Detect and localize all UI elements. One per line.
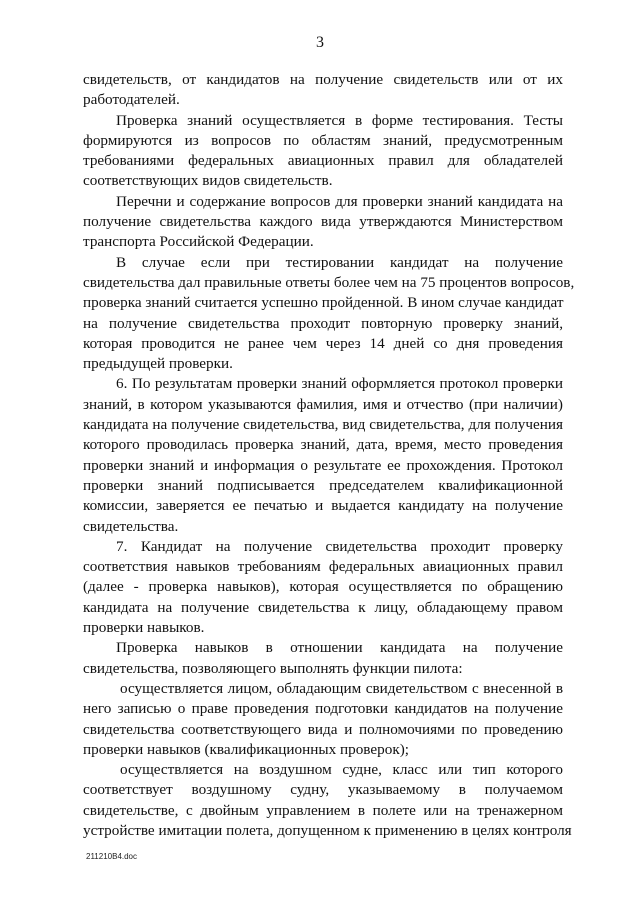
text-line: 7. Кандидат на получение свидетельства проходит проверку — [116, 537, 563, 555]
text-line: свидетельстве, с двойным управлением в полете или на тренажерном — [83, 801, 563, 819]
text-line: которая проводится не ранее чем через 14 дней со дня проведения — [83, 334, 563, 352]
text-line: комиссии, заверяется ее печатью и выдается кандидату на получение — [83, 497, 563, 515]
text-line: В случае если при тестировании кандидат на получение — [116, 253, 563, 271]
text-line: формируются из вопросов по областям знаний, предусмотренным — [83, 131, 563, 149]
text-line: Проверка знаний осуществляется в форме тестирования. Тесты — [116, 111, 563, 129]
document-body — [83, 70, 575, 841]
text-line: работодателей. — [83, 91, 180, 109]
text-line: проверки знаний и информация о результате ее прохождения. Протокол — [83, 456, 563, 474]
text-line: (далее - проверка навыков), которая осуществляется по обращению — [83, 578, 563, 596]
text-line: знаний, в котором указываются фамилия, имя и отчество (при наличии) — [83, 395, 563, 413]
text-line: 6. По результатам проверки знаний оформляется протокол проверки — [116, 375, 563, 393]
text-line: кандидата на получение свидетельства, вид свидетельства, для получения — [83, 416, 563, 434]
document-filename: 211210B4.doc — [86, 852, 138, 861]
text-line: проверки навыков. — [83, 619, 205, 637]
text-line: Проверка навыков в отношении кандидата на получение — [116, 639, 563, 657]
text-line: свидетельства, позволяющего выполнять функции пилота: — [83, 659, 463, 677]
text-line: предыдущей проверки. — [83, 355, 233, 373]
text-line: на получение свидетельства проходит повторную проверку знаний, — [83, 314, 563, 332]
text-line: осуществляется на воздушном судне, класс или тип которого — [120, 761, 563, 779]
text-line: него записью о праве проведения подготовки кандидатов на получение — [83, 700, 563, 718]
text-line: Перечни и содержание вопросов для проверки знаний кандидата на — [116, 192, 563, 210]
text-line: соответствия навыков требованиям федеральных авиационных правил — [83, 558, 563, 576]
text-line: проверки навыков (квалификационных проверок); — [83, 740, 409, 758]
text-line: соответствующих видов свидетельств. — [83, 172, 333, 190]
text-line: транспорта Российской Федерации. — [83, 233, 314, 251]
text-line: осуществляется лицом, обладающим свидетельством с внесенной в — [120, 679, 563, 697]
text-line: устройстве имитации полета, допущенном к применению в целях контроля — [83, 821, 572, 839]
text-line: свидетельства. — [83, 517, 179, 535]
text-line: свидетельств, от кандидатов на получение свидетельств или от их — [83, 71, 563, 88]
text-line: которого проводилась проверка знаний, дата, время, место проведения — [83, 436, 563, 454]
text-line: требованиями федеральных авиационных правил для обладателей — [83, 152, 563, 170]
text-line: свидетельства дал правильные ответы более чем на 75 процентов вопросов, — [83, 273, 575, 291]
text-line: кандидата на получение свидетельства к лицу, обладающему правом — [83, 598, 563, 616]
text-line: проверки знаний подписывается председателем квалификационной — [83, 476, 563, 494]
text-line: соответствует воздушному судну, указываемому в получаемом — [83, 781, 563, 799]
page-number: 3 — [316, 34, 324, 51]
text-line: проверка знаний считается успешно пройденной. В ином случае кандидат — [83, 294, 564, 312]
text-line: получение свидетельства каждого вида утверждаются Министерством — [83, 213, 563, 231]
text-line: свидетельства соответствующего вида и полномочиями по проведению — [83, 720, 563, 738]
